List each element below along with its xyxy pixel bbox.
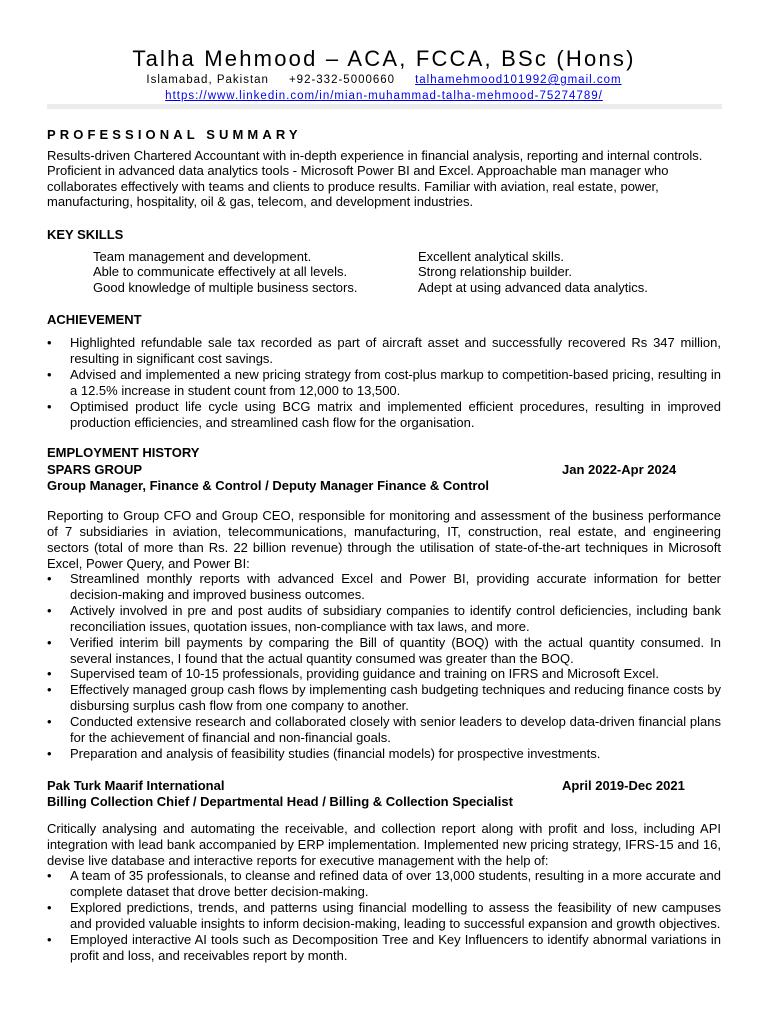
bullet-icon: • bbox=[47, 571, 52, 586]
list-item: • Employed interactive AI tools such as Decomposition Tree and Key Influencers to identify abnormal variations in profit and loss, and receivables report by month. bbox=[47, 931, 721, 963]
skills-row bbox=[93, 249, 733, 264]
bullet-icon: • bbox=[47, 682, 52, 698]
header-divider bbox=[47, 104, 722, 109]
bullet-icon: • bbox=[47, 714, 52, 730]
list-item: • Highlighted refundable sale tax recorded as part of aircraft asset and successfully recovered Rs 347 million, resulting in significant cost savings. bbox=[47, 335, 721, 366]
list-item: • Supervised team of 10-15 professionals, providing guidance and training on IFRS and Microsoft Excel. bbox=[47, 666, 659, 682]
list-item: • Preparation and analysis of feasibility studies (financial models) for prospective investments. bbox=[47, 745, 601, 761]
job-dates: Jan 2022-Apr 2024 bbox=[562, 462, 677, 477]
job-company: Pak Turk Maarif International bbox=[47, 778, 225, 793]
skill-item: Able to communicate effectively at all levels. bbox=[93, 264, 348, 280]
job-role: Billing Collection Chief / Departmental Head / Billing & Collection Specialist bbox=[47, 794, 513, 809]
linkedin-link[interactable]: https://www.linkedin.com/in/mian-muhammad-talha-mehmood-75274789/ bbox=[165, 90, 603, 102]
skill-item: Team management and development. bbox=[93, 249, 312, 264]
skill-item: Excellent analytical skills. bbox=[418, 249, 564, 264]
list-item: • Explored predictions, trends, and patterns using financial modelling to assess the feasibility of new campuses and provided valuable insights to inform decision-making, leading to successful expansion and growth objectives. bbox=[47, 899, 721, 931]
job-role: Group Manager, Finance & Control / Deputy Manager Finance & Control bbox=[47, 478, 490, 493]
skills-row bbox=[93, 264, 733, 279]
skills-row bbox=[93, 280, 733, 295]
contact-line bbox=[0, 73, 768, 88]
summary-text: Results-driven Chartered Accountant with in-depth experience in financial analysis, reporting and internal controls. Proficient in advanced data analytics tools - Microsoft Power BI and Excel. Approachable man manager who collaborates effectively with teams and clients to produce results. Familiar with aviation, real estate, power, manufacturing, hospitality, oil & gas, telecom, and development industries. bbox=[47, 148, 703, 209]
bullet-icon: • bbox=[47, 366, 52, 382]
list-item: • Actively involved in pre and post audits of subsidiary companies to identify control deficiencies, including bank reconciliation issues, quotation issues, non-compliance with tax laws, and more. bbox=[47, 602, 721, 634]
job-intro: Critically analysing and automating the receivable, and collection report along with profit and loss, including API integration with lead bank accompanied by ERP implementation. Implemented new pricing strategy, IFRS-15 and 16, devise live database and interactive reports for executive management with the help of: bbox=[47, 821, 721, 868]
skills-heading: KEY SKILLS bbox=[47, 227, 124, 242]
bullet-icon: • bbox=[47, 899, 52, 915]
bullet-icon: • bbox=[47, 602, 52, 618]
job-intro: Reporting to Group CFO and Group CEO, responsible for monitoring and assessment of the business performance of 7 subsidiaries in aviation, telecommunications, manufacturing, IT, construction, real estate, and engineering sectors (total of more than Rs. 22 billion revenue) through the utilisation of state-of-the-art techniques in Microsoft Excel, Power Query, and Power BI: bbox=[47, 508, 721, 571]
bullet-icon: • bbox=[47, 666, 52, 682]
summary-heading: PROFESSIONAL SUMMARY bbox=[47, 127, 302, 142]
list-item: • Optimised product life cycle using BCG matrix and implemented efficient procedures, resulting in improved production efficiencies, and streamlined cash flow for the organisation. bbox=[47, 398, 721, 430]
bullet-icon: • bbox=[47, 398, 52, 414]
email-link[interactable]: talhamehmood101992@gmail.com bbox=[415, 74, 622, 86]
bullet-icon: • bbox=[47, 868, 52, 883]
list-item: • Advised and implemented a new pricing strategy from cost-plus markup to competition-based pricing, resulting in a 12.5% increase in student count from 12,000 to 13,500. bbox=[47, 366, 721, 398]
list-item: • Streamlined monthly reports with advanced Excel and Power BI, providing accurate information for better decision-making and improved business outcomes. bbox=[47, 571, 721, 602]
achievement-heading: ACHIEVEMENT bbox=[47, 312, 142, 327]
location: Islamabad, Pakistan bbox=[146, 74, 269, 86]
achievement-list bbox=[47, 335, 721, 430]
job-bullets bbox=[47, 868, 721, 963]
skills-list bbox=[93, 249, 733, 295]
list-item: • Effectively managed group cash flows by implementing cash budgeting techniques and reducing finance costs by disbursing surplus cash flow from one company to another. bbox=[47, 682, 721, 714]
skill-item: Strong relationship builder. bbox=[418, 264, 572, 280]
list-item: • Verified interim bill payments by comparing the Bill of quantity (BOQ) with the actual quantity consumed. In several instances, I found that the actual quantity consumed was greater than the BOQ. bbox=[47, 634, 721, 666]
skill-item: Good knowledge of multiple business sectors. bbox=[93, 279, 358, 295]
employment-heading: EMPLOYMENT HISTORY bbox=[47, 445, 200, 460]
bullet-icon: • bbox=[47, 335, 52, 350]
list-item: • A team of 35 professionals, to cleanse and refined data of over 13,000 students, resulting in a more accurate and complete dataset that drove better decision-making. bbox=[47, 868, 721, 899]
candidate-name: Talha Mehmood – ACA, FCCA, BSc (Hons) bbox=[132, 46, 636, 71]
list-item: • Conducted extensive research and collaborated closely with senior leaders to develop data-driven financial plans for the achievement of financial and non-financial goals. bbox=[47, 714, 721, 746]
job-dates: April 2019-Dec 2021 bbox=[562, 778, 685, 793]
linkedin-line bbox=[0, 89, 768, 104]
phone: +92-332-5000660 bbox=[288, 74, 396, 86]
job-company: SPARS GROUP bbox=[47, 462, 143, 477]
job-bullets bbox=[47, 571, 721, 762]
bullet-icon: • bbox=[47, 745, 52, 761]
bullet-icon: • bbox=[47, 931, 52, 947]
skill-item: Adept at using advanced data analytics. bbox=[418, 279, 648, 295]
bullet-icon: • bbox=[47, 634, 52, 650]
